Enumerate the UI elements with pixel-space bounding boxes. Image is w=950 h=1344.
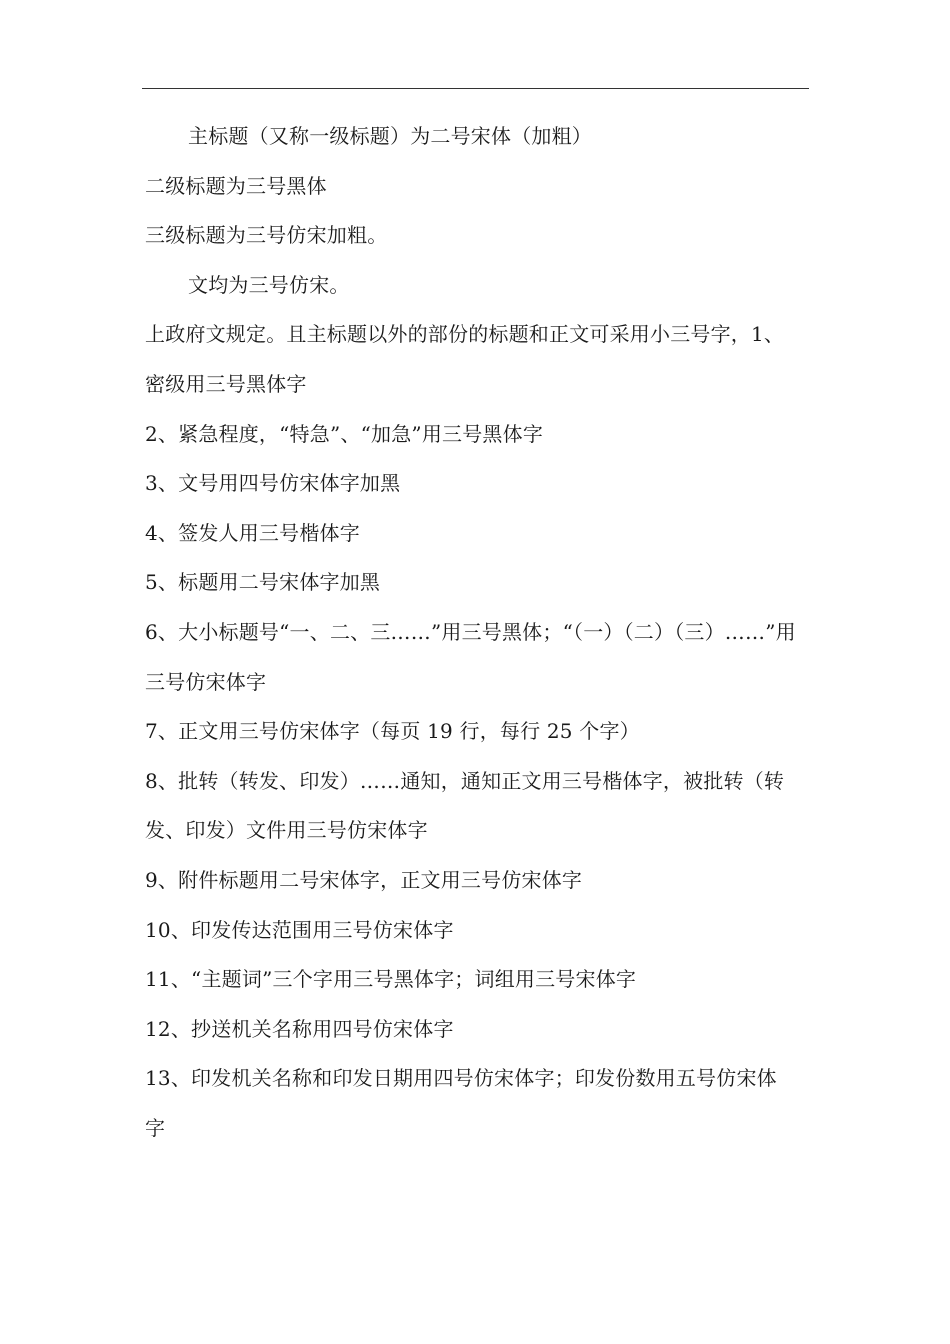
text-line-secret-level: 密级用三号黑体字 xyxy=(145,371,307,396)
text-line-third-level-title: 三级标题为三号仿宋加粗。 xyxy=(145,223,388,248)
text-line-document-number: 3、文号用四号仿宋体字加黑 xyxy=(145,471,401,496)
text-line-distribution-scope: 10、印发传达范围用三号仿宋体字 xyxy=(145,917,454,942)
text-line-subject-words: 11、“主题词”三个字用三号黑体字；词组用三号宋体字 xyxy=(145,967,637,992)
text-line-cc-agencies: 12、抄送机关名称用四号仿宋体字 xyxy=(145,1016,454,1041)
text-line-attachment-title: 9、附件标题用二号宋体字，正文用三号仿宋体字 xyxy=(145,867,583,892)
text-line-body-text: 7、正文用三号仿宋体字（每页 19 行，每行 25 个字） xyxy=(145,719,640,744)
text-line-issuing-agency: 13、印发机关名称和印发日期用四号仿宋体字；印发份数用五号仿宋体 xyxy=(145,1066,777,1091)
text-line-heading-numbers: 6、大小标题号“一、二、三……”用三号黑体；“（一）（二）（三）……”用 xyxy=(145,619,796,644)
text-line-forwarding-notice: 8、批转（转发、印发）……通知，通知正文用三号楷体字，被批转（转 xyxy=(145,768,785,793)
text-line-urgency: 2、紧急程度，“特急”、“加急”用三号黑体字 xyxy=(145,421,544,446)
text-line-government-rule: 上政府文规定。且主标题以外的部份的标题和正文可采用小三号字，1、 xyxy=(145,322,785,347)
text-line-heading-numbers-cont: 三号仿宋体字 xyxy=(145,669,267,694)
text-line-forwarding-notice-cont: 发、印发）文件用三号仿宋体字 xyxy=(145,818,428,843)
text-line-main-title-rule: 主标题（又称一级标题）为二号宋体（加粗） xyxy=(188,124,592,148)
text-line-signer: 4、签发人用三号楷体字 xyxy=(145,520,360,545)
text-line-body-font: 文均为三号仿宋。 xyxy=(188,272,350,297)
document-body xyxy=(145,112,813,1153)
text-line-second-level-title: 二级标题为三号黑体 xyxy=(145,173,327,198)
text-line-title: 5、标题用二号宋体字加黑 xyxy=(145,570,381,595)
header-rule xyxy=(142,88,809,89)
text-line-issuing-agency-cont: 字 xyxy=(145,1115,166,1140)
